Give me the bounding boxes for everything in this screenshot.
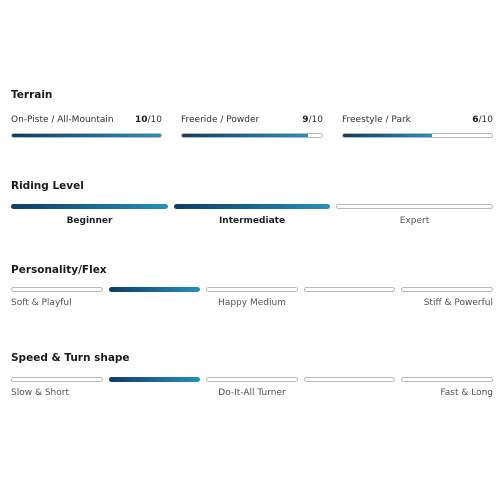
speed-segment — [11, 377, 103, 382]
terrain-item-freeride — [181, 114, 323, 140]
speed-segment — [401, 377, 493, 382]
flex-segment — [206, 287, 298, 292]
flex-segment — [401, 287, 493, 292]
speed-label-do-it-all: Do-It-All Turner — [218, 388, 286, 398]
terrain-item-freestyle — [342, 114, 493, 140]
riding-level-segment — [336, 204, 493, 209]
speed-segment — [304, 377, 395, 382]
riding-level-label: Beginner — [66, 216, 113, 226]
terrain-rating-fill — [182, 134, 308, 137]
flex-segment — [109, 287, 200, 292]
flex-label-medium: Happy Medium — [218, 298, 286, 308]
riding-level-label: Intermediate — [218, 216, 286, 226]
flex-label-soft: Soft & Playful — [11, 298, 72, 308]
personality-flex-title: Personality/Flex — [11, 264, 107, 276]
terrain-score: 10/10 — [134, 115, 162, 125]
riding-level-segment — [11, 204, 168, 209]
terrain-rating-bar — [342, 133, 493, 138]
flex-label-stiff: Stiff & Powerful — [423, 298, 493, 308]
terrain-rating-bar — [181, 133, 323, 138]
terrain-rating-bar — [11, 133, 162, 138]
flex-segment — [304, 287, 395, 292]
terrain-label: Freestyle / Park — [342, 115, 411, 125]
speed-label-slow: Slow & Short — [11, 388, 69, 398]
terrain-rating-fill — [12, 134, 161, 137]
terrain-title: Terrain — [11, 89, 53, 101]
flex-segment — [11, 287, 103, 292]
terrain-score: 9/10 — [302, 115, 323, 125]
terrain-label: Freeride / Powder — [181, 115, 260, 125]
riding-level-label: Expert — [399, 216, 430, 226]
terrain-rating-fill — [343, 134, 432, 137]
speed-segment — [109, 377, 200, 382]
riding-level-segment — [174, 204, 330, 209]
speed-label-fast: Fast & Long — [440, 388, 493, 398]
speed-segment — [206, 377, 298, 382]
terrain-score: 6/10 — [472, 115, 493, 125]
speed-turn-title: Speed & Turn shape — [11, 352, 130, 364]
terrain-item-on-piste — [11, 114, 162, 140]
terrain-label: On-Piste / All-Mountain — [11, 115, 114, 125]
riding-level-title: Riding Level — [11, 180, 84, 192]
